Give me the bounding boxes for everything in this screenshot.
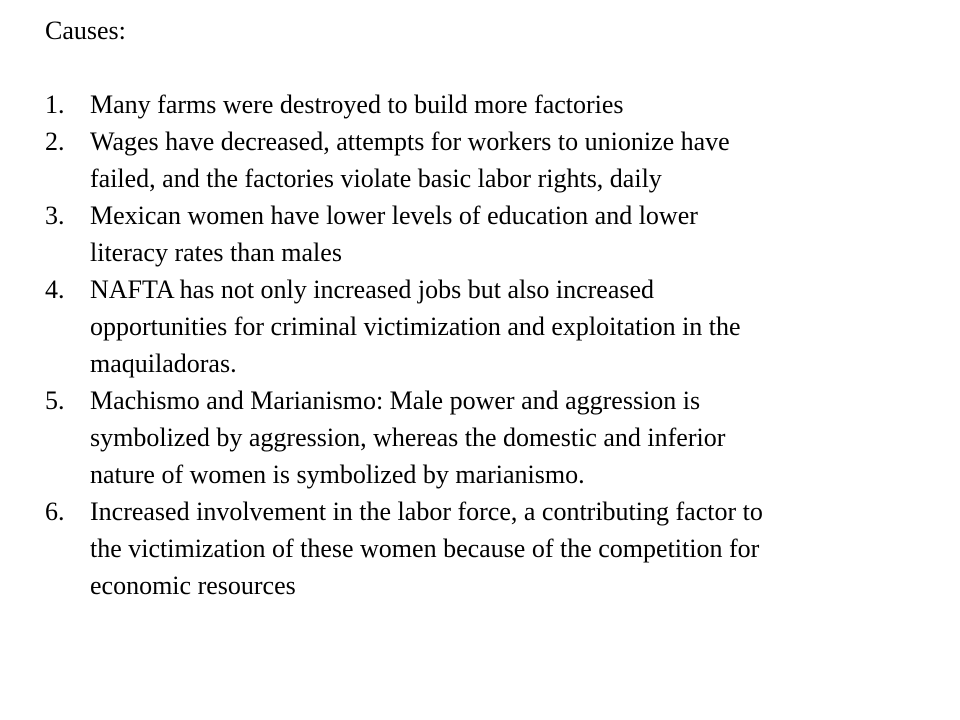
cause-item-2 xyxy=(0,123,960,197)
cause-text-line: NAFTA has not only increased jobs but also increased xyxy=(90,275,655,304)
cause-text-line: Increased involvement in the labor force, a contributing factor to xyxy=(90,497,763,526)
cause-text-line: economic resources xyxy=(90,571,296,600)
cause-number: 1. xyxy=(45,90,65,119)
cause-item-5 xyxy=(0,382,960,493)
cause-number: 6. xyxy=(45,497,65,526)
cause-text-line: failed, and the factories violate basic labor rights, daily xyxy=(90,164,662,193)
cause-number: 5. xyxy=(45,386,65,415)
cause-text-line: nature of women is symbolized by marianismo. xyxy=(90,460,585,489)
cause-item-3 xyxy=(0,197,960,271)
cause-number: 4. xyxy=(45,275,65,304)
cause-text-line: literacy rates than males xyxy=(90,238,342,267)
cause-text-line: symbolized by aggression, whereas the domestic and inferior xyxy=(90,423,726,452)
cause-item-1 xyxy=(0,86,960,123)
cause-item-6 xyxy=(0,493,960,604)
cause-text-line: Many farms were destroyed to build more factories xyxy=(90,90,624,119)
cause-number: 2. xyxy=(45,127,65,156)
cause-text-line: Machismo and Marianismo: Male power and aggression is xyxy=(90,386,701,415)
cause-text-line: Wages have decreased, attempts for workers to unionize have xyxy=(90,127,730,156)
cause-text-line: the victimization of these women because of the competition for xyxy=(90,534,760,563)
causes-list xyxy=(0,86,960,604)
cause-text-line: opportunities for criminal victimization and exploitation in the xyxy=(90,312,741,341)
slide-heading: Causes: xyxy=(45,16,126,45)
cause-text-line: maquiladoras. xyxy=(90,349,237,378)
cause-text-line: Mexican women have lower levels of education and lower xyxy=(90,201,698,230)
cause-number: 3. xyxy=(45,201,65,230)
cause-item-4 xyxy=(0,271,960,382)
